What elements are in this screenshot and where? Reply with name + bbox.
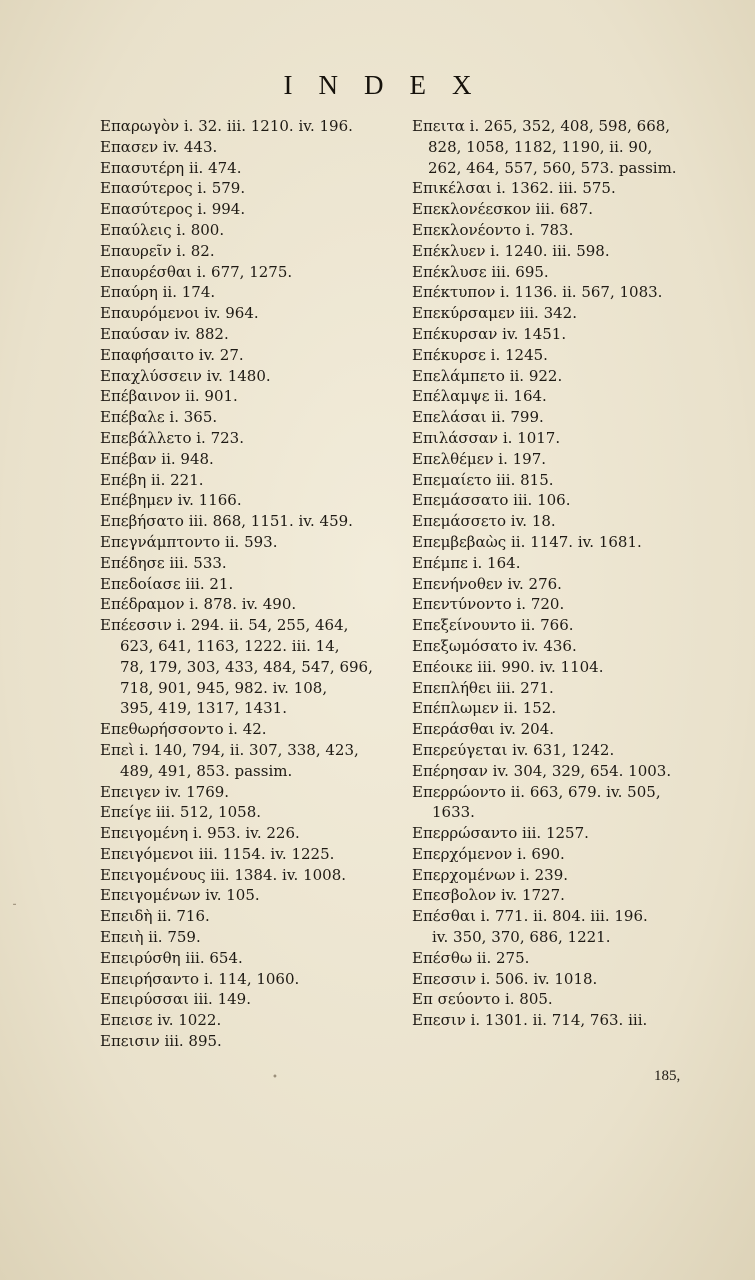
index-entry <box>100 511 410 532</box>
index-entry <box>100 719 410 740</box>
entry-headword-line: Επεξείνουντο ii. 766. <box>412 616 574 635</box>
entry-continuation-line: 489, 491, 853. passim. <box>120 761 293 780</box>
entry-headword-line: Επεσσιν i. 506. iv. 1018. <box>412 969 598 988</box>
index-entry <box>100 407 410 428</box>
index-entry <box>100 241 410 262</box>
entry-headword-line: Επεισε iv. 1022. <box>100 1011 222 1030</box>
entry-headword-line: Επενήνοθεν iv. 276. <box>412 574 562 593</box>
entry-headword-line: Επέλαμψε ii. 164. <box>412 387 547 406</box>
entry-headword-line: Επειγομένους iii. 1384. iv. 1008. <box>100 865 347 884</box>
entry-headword-line: Επειγόμενοι iii. 1154. iv. 1225. <box>100 844 335 863</box>
entry-headword-line: Επειρύσθη iii. 654. <box>100 948 243 967</box>
index-entry <box>412 428 712 449</box>
entry-headword-line: Επειρήσαντο i. 114, 1060. <box>100 969 300 988</box>
index-entry <box>412 345 712 366</box>
index-entry <box>100 865 410 886</box>
entry-continuation-line: 1633. <box>432 803 475 822</box>
entry-headword-line: Επαυρέσθαι i. 677, 1275. <box>100 262 293 281</box>
index-entry <box>412 511 712 532</box>
index-entry <box>412 969 712 990</box>
entry-headword-line: Επασύτερος i. 579. <box>100 179 246 198</box>
index-entry <box>412 303 712 324</box>
entry-headword-line: Επέβαλε i. 365. <box>100 408 218 427</box>
index-column-left <box>100 116 410 1052</box>
entry-headword-line: Επέσθω ii. 275. <box>412 948 530 967</box>
index-entry <box>100 1031 410 1052</box>
entry-headword-line: Επαύσαν iv. 882. <box>100 324 229 343</box>
paper-speck: • <box>272 1072 278 1083</box>
entry-headword-line: Επειγομένων iv. 105. <box>100 886 260 905</box>
index-entry <box>412 885 712 906</box>
index-entry <box>412 594 712 615</box>
index-entry <box>412 553 712 574</box>
index-entry <box>100 844 410 865</box>
entry-headword-line: Επεξωμόσατο iv. 436. <box>412 636 577 655</box>
entry-headword-line: Επασυτέρη ii. 474. <box>100 158 242 177</box>
entry-headword-line: Επεσβολον iv. 1727. <box>412 886 565 905</box>
entry-headword-line: Επερχόμενον i. 690. <box>412 844 565 863</box>
index-entry <box>100 220 410 241</box>
entry-headword-line: Επέβαινον ii. 901. <box>100 387 238 406</box>
entry-headword-line: Επέκυρσαν iv. 1451. <box>412 324 567 343</box>
index-entry <box>100 823 410 844</box>
index-entry <box>412 678 712 699</box>
index-entry <box>100 948 410 969</box>
entry-continuation-line: 828, 1058, 1182, 1190, ii. 90, <box>428 137 653 156</box>
entry-continuation-line: 262, 464, 557, 560, 573. passim. <box>428 158 677 177</box>
index-entry <box>412 948 712 969</box>
index-entry <box>412 220 712 241</box>
entry-continuation-line: 623, 641, 1163, 1222. iii. 14, <box>120 636 340 655</box>
index-entry <box>100 532 410 553</box>
entry-headword-line: Επιλάσσαν i. 1017. <box>412 428 561 447</box>
entry-headword-line: Επεπλήθει iii. 271. <box>412 678 554 697</box>
index-entry <box>100 490 410 511</box>
index-entry <box>412 324 712 345</box>
index-entry <box>100 989 410 1010</box>
index-entry <box>412 698 712 719</box>
index-entry <box>100 927 410 948</box>
entry-headword-line: Επέρησαν iv. 304, 329, 654. 1003. <box>412 761 672 780</box>
entry-headword-line: Επέκυρσε i. 1245. <box>412 345 548 364</box>
entry-headword-line: Επέκλυσε iii. 695. <box>412 262 549 281</box>
entry-headword-line: Επειρύσσαι iii. 149. <box>100 990 251 1009</box>
entry-headword-line: Επέβαν ii. 948. <box>100 449 214 468</box>
index-entry <box>412 719 712 740</box>
entry-headword-line: Επαυρόμενοι iv. 964. <box>100 304 259 323</box>
entry-continuation-line: 395, 419, 1317, 1431. <box>120 699 287 718</box>
entry-headword-line: Επερρώσαντο iii. 1257. <box>412 824 589 843</box>
index-entry <box>100 615 410 719</box>
entry-headword-line: Επειὴ ii. 759. <box>100 928 201 947</box>
entry-headword-line: Επειγεν iv. 1769. <box>100 782 230 801</box>
index-entry <box>100 137 410 158</box>
entry-headword-line: Επερεύγεται iv. 631, 1242. <box>412 740 615 759</box>
index-entry <box>100 158 410 179</box>
index-entry <box>412 449 712 470</box>
index-entry <box>412 906 712 948</box>
entry-headword-line: Επασεν iv. 443. <box>100 137 218 156</box>
entry-continuation-line: 718, 901, 945, 982. iv. 108, <box>120 678 328 697</box>
index-entry <box>100 969 410 990</box>
entry-headword-line: Επαυρεῖν i. 82. <box>100 241 215 260</box>
index-entry <box>412 262 712 283</box>
index-entry <box>412 657 712 678</box>
entry-headword-line: Επελάσαι ii. 799. <box>412 408 544 427</box>
entry-headword-line: Επικέλσαι i. 1362. iii. 575. <box>412 179 616 198</box>
index-entry <box>412 116 712 178</box>
index-entry <box>412 761 712 782</box>
index-entry <box>412 532 712 553</box>
entry-headword-line: Επαχλύσσειν iv. 1480. <box>100 366 271 385</box>
entry-headword-line: Επαφήσαιτο iv. 27. <box>100 345 244 364</box>
entry-headword-line: Επεθωρήσσοντο i. 42. <box>100 720 267 739</box>
index-entry <box>412 407 712 428</box>
index-entry <box>412 386 712 407</box>
entry-headword-line: Επεκύρσαμεν iii. 342. <box>412 304 577 323</box>
index-entry <box>412 823 712 844</box>
index-entry <box>100 470 410 491</box>
index-column-right <box>412 116 712 1031</box>
index-entry <box>100 1010 410 1031</box>
entry-headword-line: Επ σεύοντο i. 805. <box>412 990 553 1009</box>
index-entry <box>100 906 410 927</box>
entry-headword-line: Επελάμπετο ii. 922. <box>412 366 563 385</box>
index-entry <box>412 1010 712 1031</box>
index-entry <box>412 615 712 636</box>
entry-headword-line: Επεβάλλετο i. 723. <box>100 428 244 447</box>
entry-headword-line: Επέβημεν iv. 1166. <box>100 491 242 510</box>
index-entry <box>412 844 712 865</box>
index-entry <box>412 989 712 1010</box>
index-entry <box>100 449 410 470</box>
entry-headword-line: Επειδὴ ii. 716. <box>100 907 210 926</box>
index-entry <box>412 241 712 262</box>
entry-headword-line: Επέμπε i. 164. <box>412 553 521 572</box>
index-entry <box>412 636 712 657</box>
index-entry <box>412 366 712 387</box>
entry-headword-line: Επεκλονέεσκον iii. 687. <box>412 200 594 219</box>
index-entry <box>412 865 712 886</box>
entry-headword-line: Επεμάσσατο iii. 106. <box>412 491 571 510</box>
index-entry <box>100 366 410 387</box>
index-entry <box>412 574 712 595</box>
entry-headword-line: Επεσιν i. 1301. ii. 714, 763. iii. <box>412 1011 648 1030</box>
index-entry <box>100 885 410 906</box>
index-entry <box>100 324 410 345</box>
index-entry <box>412 199 712 220</box>
index-entry <box>412 490 712 511</box>
entry-headword-line: Επέσθαι i. 771. ii. 804. iii. 196. <box>412 907 648 926</box>
entry-headword-line: Επεισιν iii. 895. <box>100 1032 222 1051</box>
entry-headword-line: Επεμαίετο iii. 815. <box>412 470 554 489</box>
entry-headword-line: Επέδραμον i. 878. iv. 490. <box>100 595 297 614</box>
index-entry <box>412 782 712 824</box>
index-entry <box>100 553 410 574</box>
index-entry <box>100 428 410 449</box>
index-entry <box>100 802 410 823</box>
index-entry <box>412 282 712 303</box>
index-entry <box>100 782 410 803</box>
entry-continuation-line: 78, 179, 303, 433, 484, 547, 696, <box>120 657 373 676</box>
entry-headword-line: Επαρωγὸν i. 32. iii. 1210. iv. 196. <box>100 117 353 135</box>
entry-headword-line: Επέβη ii. 221. <box>100 470 204 489</box>
index-entry <box>100 199 410 220</box>
entry-headword-line: Επεβήσατο iii. 868, 1151. iv. 459. <box>100 512 353 531</box>
index-entry <box>412 470 712 491</box>
index-entry <box>100 574 410 595</box>
index-entry <box>412 740 712 761</box>
entry-headword-line: Επεκλονέοντο i. 783. <box>412 220 574 239</box>
paper-speck: ⁃ <box>12 900 17 911</box>
page-header: INDEX <box>283 70 498 100</box>
entry-headword-line: Επεράσθαι iv. 204. <box>412 720 555 739</box>
entry-headword-line: Επέεσσιν i. 294. ii. 54, 255, 464, <box>100 616 349 635</box>
entry-headword-line: Επειγομένη i. 953. iv. 226. <box>100 824 300 843</box>
entry-headword-line: Επέκλυεν i. 1240. iii. 598. <box>412 241 610 260</box>
entry-continuation-line: iv. 350, 370, 686, 1221. <box>432 928 611 947</box>
index-entry <box>100 345 410 366</box>
entry-headword-line: Επεδοίασε iii. 21. <box>100 574 234 593</box>
entry-headword-line: Επαύρη ii. 174. <box>100 283 216 302</box>
entry-headword-line: Επελθέμεν i. 197. <box>412 449 547 468</box>
entry-headword-line: Επέπλωμεν ii. 152. <box>412 699 557 718</box>
entry-headword-line: Επερχομένων i. 239. <box>412 865 569 884</box>
entry-headword-line: Επείγε iii. 512, 1058. <box>100 803 262 822</box>
entry-headword-line: Επέκτυπον i. 1136. ii. 567, 1083. <box>412 283 663 302</box>
index-entry <box>100 303 410 324</box>
entry-headword-line: Επεμβεβαὼς ii. 1147. iv. 1681. <box>412 532 642 551</box>
index-entry <box>100 386 410 407</box>
entry-headword-line: Επεὶ i. 140, 794, ii. 307, 338, 423, <box>100 740 359 759</box>
entry-headword-line: Επέδησε iii. 533. <box>100 553 227 572</box>
index-entry <box>100 178 410 199</box>
index-entry <box>100 116 410 137</box>
page-number: 185, <box>654 1068 681 1084</box>
index-entry <box>100 282 410 303</box>
entry-headword-line: Επαύλεις i. 800. <box>100 220 225 239</box>
entry-headword-line: Επεγνάμπτοντο ii. 593. <box>100 532 278 551</box>
index-entry <box>100 740 410 782</box>
index-entry <box>412 178 712 199</box>
entry-headword-line: Επεντύνοντο i. 720. <box>412 595 565 614</box>
entry-headword-line: Επερρώοντο ii. 663, 679. iv. 505, <box>412 782 661 801</box>
entry-headword-line: Επεμάσσετο iv. 18. <box>412 512 556 531</box>
index-entry <box>100 594 410 615</box>
entry-headword-line: Επέοικε iii. 990. iv. 1104. <box>412 657 604 676</box>
index-entry <box>100 262 410 283</box>
entry-headword-line: Επασύτερος i. 994. <box>100 200 246 219</box>
entry-headword-line: Επειτα i. 265, 352, 408, 598, 668, <box>412 117 671 135</box>
